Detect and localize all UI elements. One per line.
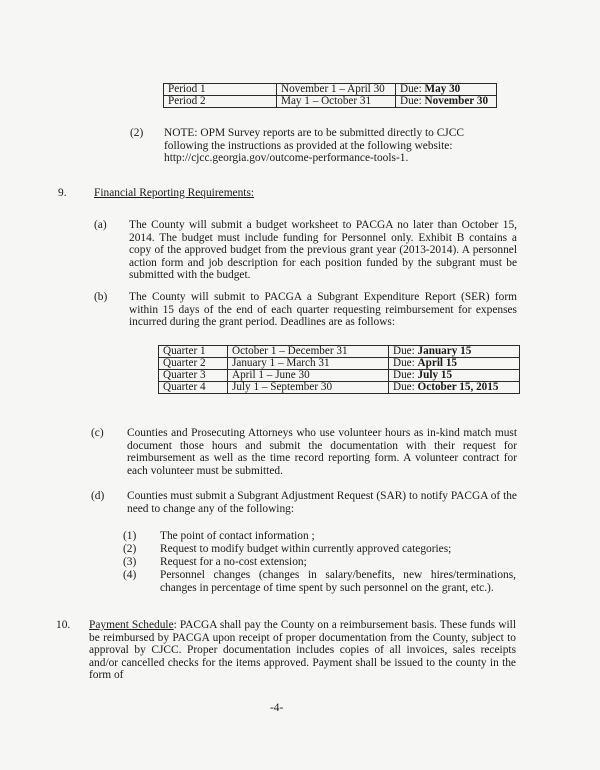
section-10-body: : PACGA shall pay the County on a reimbursement basis. These funds will be reimbursed by PACGA upon receipt of proper documentation from the County, subject to approval by CJCC. Proper documentation includes copies of all invoices, sales receipts and/or cancelled checks for the items approved. Payment shall be issued to the county in the form of [89,619,516,682]
item-c-marker: (c) [91,427,104,439]
item-b-text: The County will submit to PACGA a Subgrant Expenditure Report (SER) form within 15 days of the end of each quarter requesting reimbursement for expenses incurred during the grant period. Deadlines are as follows: [129,291,517,329]
quarter-label: Quarter 3 [159,370,228,382]
list-item-marker: (4) [123,569,137,581]
quarter-due: Due: October 15, 2015 [389,382,520,394]
period-label: Period 1 [164,84,277,96]
note-marker: (2) [130,127,144,139]
table-row [164,96,497,108]
section-10-number: 10. [56,619,71,631]
period-table [163,83,497,108]
quarter-range: January 1 – March 31 [228,358,389,370]
quarter-range: April 1 – June 30 [228,370,389,382]
table-row [159,346,520,358]
quarter-due: Due: January 15 [389,346,520,358]
table-row [159,358,520,370]
item-b-marker: (b) [94,291,108,303]
quarter-due: Due: July 15 [389,370,520,382]
table-row [164,84,497,96]
quarter-due: Due: April 15 [389,358,520,370]
table-row [159,370,520,382]
section-9-number: 9. [58,187,67,199]
quarter-label: Quarter 1 [159,346,228,358]
list-item-marker: (2) [123,543,137,555]
period-range: November 1 – April 30 [277,84,396,96]
period-due: Due: November 30 [396,96,497,108]
note-text: NOTE: OPM Survey reports are to be submitted directly to CJCC following the instructions as provided at the following website: http://cjcc.georgia.gov/outcome-performance-tools-1. [164,127,464,165]
quarter-label: Quarter 4 [159,382,228,394]
list-item: Personnel changes (changes in salary/benefits, new hires/terminations, changes in percentage of time spent by such personnel on the grant, etc.). [160,569,516,594]
page-number: -4- [270,702,284,714]
list-item-marker: (3) [123,556,137,568]
quarter-range: October 1 – December 31 [228,346,389,358]
quarter-table [158,345,520,394]
list-item: Request to modify budget within currently approved categories; [160,543,452,555]
period-range: May 1 – October 31 [277,96,396,108]
quarter-label: Quarter 2 [159,358,228,370]
item-d-marker: (d) [91,490,105,502]
table-row [159,382,520,394]
list-item-marker: (1) [123,530,137,542]
period-label: Period 2 [164,96,277,108]
list-item: Request for a no-cost extension; [160,556,307,568]
period-due: Due: May 30 [396,84,497,96]
section-10-heading: Payment Schedule [89,619,174,631]
item-d-text: Counties must submit a Subgrant Adjustment Request (SAR) to notify PACGA of the need to change any of the following: [127,490,517,515]
list-item: The point of contact information ; [160,530,315,542]
section-10-text [89,619,516,682]
section-9-heading: Financial Reporting Requirements: [94,187,255,199]
item-c-text: Counties and Prosecuting Attorneys who use volunteer hours as in-kind match must document those hours and submit the documentation with their request for reimbursement as well as the time record reporting form. A volunteer contract for each volunteer must be submitted. [127,427,517,477]
item-a-marker: (a) [94,219,107,231]
item-a-text: The County will submit a budget worksheet to PACGA no later than October 15, 2014. The budget must include funding for Personnel only. Exhibit B contains a copy of the approved budget from the previous grant year (2013-2014). A personnel action form and job description for each position funded by the subgrant must be submitted with the budget. [129,219,517,282]
quarter-range: July 1 – September 30 [228,382,389,394]
